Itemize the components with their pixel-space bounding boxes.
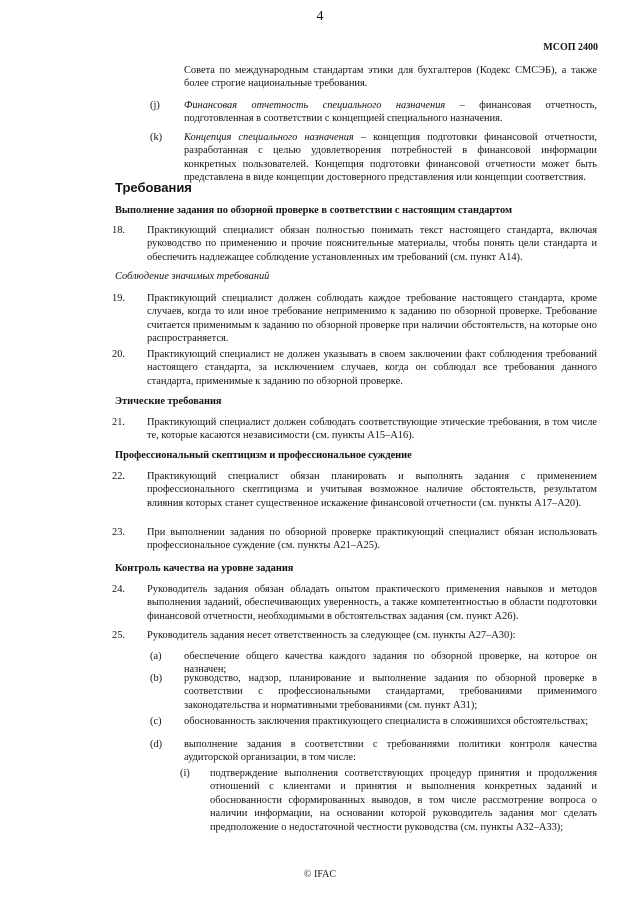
footer-copyright: © IFAC [303,869,337,880]
para-20-text: Практикующий специалист не должен указывать в своем заключении факт соблюдения требований настоящего стандарта, за исключением случаев, когда он соблюдал все требования данного стандарта, применимые к заданию по обзорной проверке. [147,349,597,387]
para-25-number: 25. [112,630,125,641]
item-j-definition [184,99,597,126]
para-24-text: Руководитель задания обязан обладать опытом практического применения навыков и методов выполнения заданий, обеспечивающих уверенность, а также компетентностью в области подготовки финансовой отчетности, необходимыми в обстоятельствах задания (см. пункт A26). [147,584,597,622]
para-19-number: 19. [112,293,125,304]
item-k-text: – концепция подготовки финансовой отчетности, разработанная с целью удовлетворения потребностей в финансовой информации конкретных пользователей. Концепция подготовки финансовой отчетности может быть представлена в виде концепции достоверного представления или концепции соответствия. [184,132,597,184]
subheading-quality: Контроль качества на уровне задания [115,563,294,574]
page-number: 4 [316,9,324,24]
para-23-text: При выполнении задания по обзорной проверке практикующий специалист обязан использовать профессиональное суждение (см. пункты A21–A25). [147,527,597,552]
para-18-number: 18. [112,225,125,236]
item-25a-label: (a) [150,651,162,662]
item-25d-i-text: подтверждение выполнения соответствующих процедур принятия и продолжения отношений с клиентами и принятия и выполнения конкретных заданий и обоснованности сформированных выводов, в том числе рассмотрение вопроса о наличии информации, на основании которой руководитель задания мог сделать предположение о недостаточной честности руководства (см. пункты A32–A33); [210,768,597,833]
subheading-complying: Соблюдение значимых требований [115,271,270,282]
item-25d-label: (d) [150,739,163,750]
item-j-label: (j) [150,100,160,111]
para-20-number: 20. [112,349,125,360]
item-25c-text: обоснованность заключения практикующего специалиста в сложившихся обстоятельствах; [184,716,589,727]
para-25-text: Руководитель задания несет ответственность за следующее (см. пункты A27–A30): [147,630,516,641]
item-j-text: – финансовая отчетность, подготовленная в соответствии с концепцией специального назначения. [184,100,598,125]
subheading-skepticism: Профессиональный скептицизм и профессиональное суждение [115,450,412,461]
item-25d-text: выполнение задания в соответствии с требованиями политики контроля качества аудиторской организации, в том числе: [184,739,597,764]
para-21-text: Практикующий специалист должен соблюдать соответствующие этические требования, в том числе те, которые касаются независимости (см. пункты A15–A16). [147,417,597,442]
item-25b-text: руководство, надзор, планирование и выполнение задания по обзорной проверке в соответствии с профессиональными стандартами, требованиями применимого законодательства и нормативными требованиями (см. пункт A31); [184,673,597,711]
para-21-number: 21. [112,417,125,428]
item-25c-label: (c) [150,716,162,727]
para-24-number: 24. [112,584,125,595]
item-k-label: (k) [150,132,163,143]
item-k-definition [184,131,597,185]
item-25b-label: (b) [150,673,163,684]
para-23-number: 23. [112,527,125,538]
item-25a-text: обеспечение общего качества каждого задания по обзорной проверке, на которое он назначен; [184,651,597,676]
subheading-ethical: Этические требования [115,396,222,407]
document-id: МСОП 2400 [543,42,598,53]
intro-continuation: Совета по международным стандартам этики для бухгалтеров (Кодекс СМСЭБ), а также более строгие национальные требования. [184,65,597,90]
item-k-term: Концепция специального назначения [184,132,354,143]
para-19-text: Практикующий специалист должен соблюдать каждое требование настоящего стандарта, кроме случаев, когда то или иное требование неприменимо к заданию по обзорной проверке. Требование считается применимым к заданию по обзорной проверке при наличии обстоятельств, на которые оно распространяется. [147,293,597,345]
item-j-term: Финансовая отчетность специального назначения [184,100,446,111]
para-22-text: Практикующий специалист обязан планировать и выполнять задания с применением профессионального скептицизма и учитывая возможное наличие обстоятельств, результатом влияния которых станет существенное искажение финансовой отчетности (см. пункты A17–A20). [147,471,597,509]
item-25d-i-label: (i) [180,768,190,779]
section-heading-requirements: Требования [115,180,192,195]
subheading-performing: Выполнение задания по обзорной проверке в соответствии с настоящим стандартом [115,205,513,216]
para-22-number: 22. [112,471,125,482]
para-18-text: Практикующий специалист обязан полностью понимать текст настоящего стандарта, включая руководство по применению и прочие пояснительные материалы, чтобы понять цели стандарта и обеспечить надлежащее соблюдение установленных им требований (см. пункт A14). [147,225,597,263]
